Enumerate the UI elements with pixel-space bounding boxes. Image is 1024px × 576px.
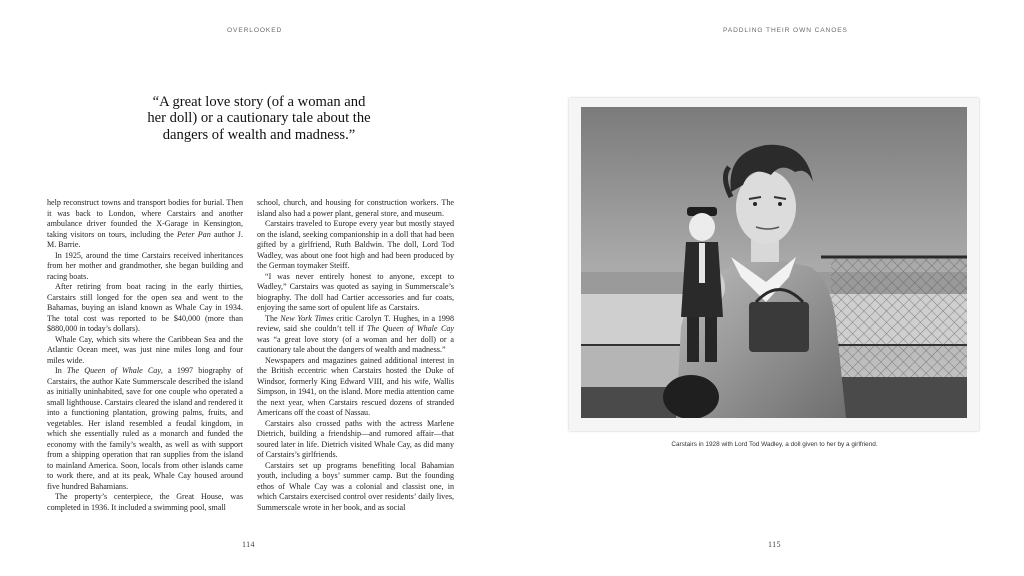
photo-illustration <box>581 107 967 418</box>
photograph-carstairs-with-doll <box>581 107 967 418</box>
paragraph: Newspapers and magazines gained additional interest in the British eccentric when Carstairs hosted the Duke of Windsor, formerly King Edward VIII, and his wife, Wallis Simpson, in 1941, on the island. More media attention came the next year, when Carstairs rescued dozens of stranded Americans off the coast of Nassau. <box>257 355 454 417</box>
photo-frame <box>569 98 979 431</box>
paragraph: The New York Times critic Carolyn T. Hughes, in a 1998 review, said she couldn’t tell if The Queen of Whale Cay was “a great love story (of a woman and her doll) or a cautionary tale about the dangers of wealth and madness.” <box>257 313 455 354</box>
paragraph: Carstairs traveled to Europe every year but mostly stayed on the island, seeking companionship in a doll that had been gifted by a girlfriend, Ruth Baldwin. The doll, Lord Tod Wadley, was about one foot high and had been produced by the German toymaker Steiff. <box>257 219 454 270</box>
paragraph: Carstairs set up programs benefiting local Bahamian youth, including a boys’ summer camp. But the founding ethos of Whale Cay was a colonial and classist one, in which Carstairs exercised control over residents’ daily lives, Summerscale wrote in her book, and as social <box>257 460 454 512</box>
paragraph: Whale Cay, which sits where the Caribbean Sea and the Atlantic Ocean meet, was just nine miles long and four miles wide. <box>47 334 243 365</box>
pull-quote: “A great love story (of a woman and her doll) or a cautionary tale about the dangers of wealth and madness.” <box>147 94 371 143</box>
running-head-right: PADDLING THEIR OWN CANOES <box>723 27 848 34</box>
running-head-left: OVERLOOKED <box>227 27 283 34</box>
right-page <box>512 0 1024 576</box>
paragraph: In 1925, around the time Carstairs received inheritances from her mother and grandmother, she began building and racing boats. <box>47 250 243 281</box>
body-column-2 <box>257 198 454 513</box>
page-number-left: 114 <box>242 540 255 549</box>
paragraph: help reconstruct towns and transport bodies for burial. Then it was back to London, where Carstairs and another ambulance driver founded the X-Garage in Kensington, taking visitors on tours, including the Peter Pan author J. M. Barrie. <box>47 198 243 249</box>
page-number-right: 115 <box>768 540 781 549</box>
paragraph: After retiring from boat racing in the early thirties, Carstairs still longed for the open sea and went to the Bahamas, buying an island known as Whale Cay in 1934. The total cost was reported to be $40,000 (more than $880,000 in today’s dollars). <box>47 282 243 333</box>
paragraph: In The Queen of Whale Cay, a 1997 biography of Carstairs, the author Kate Summerscale described the island as initially uninhabited, save for one couple who operated a small lighthouse. Carstairs cleared the island and rendered it into a functioning plantation, growing palms, fruits, and vegetables. Her island resembled a feudal kingdom, in which she essentially ruled as a monarch and funded the economy with the family’s wealth, as well as with support from a shipping operation that ran supplies from the island to mainland America. Soon, locals from other islands came to work there, and at its peak, Whale Cay housed around five hundred Bahamians. <box>47 366 243 491</box>
paragraph: The property’s centerpiece, the Great House, was completed in 1936. It included a swimming pool, small <box>47 492 243 512</box>
paragraph: Carstairs also crossed paths with the actress Marlene Dietrich, building a friendship—and rumored affair—that soured later in life. Dietrich visited Whale Cay, as did many of Carstairs’s girlfriends. <box>257 418 454 459</box>
paragraph: “I was never entirely honest to anyone, except to Wadley,” Carstairs was quoted as saying in Summerscale’s biography. The doll had Cartier accessories and fur coats, enjoying the same sort of opulent life as Carstairs. <box>257 271 454 312</box>
photo-caption: Carstairs in 1928 with Lord Tod Wadley, a doll given to her by a girlfriend. <box>671 441 878 448</box>
body-column-1 <box>47 198 243 513</box>
paragraph: school, church, and housing for construction workers. The island also had a power plant, general store, and museum. <box>257 198 454 218</box>
